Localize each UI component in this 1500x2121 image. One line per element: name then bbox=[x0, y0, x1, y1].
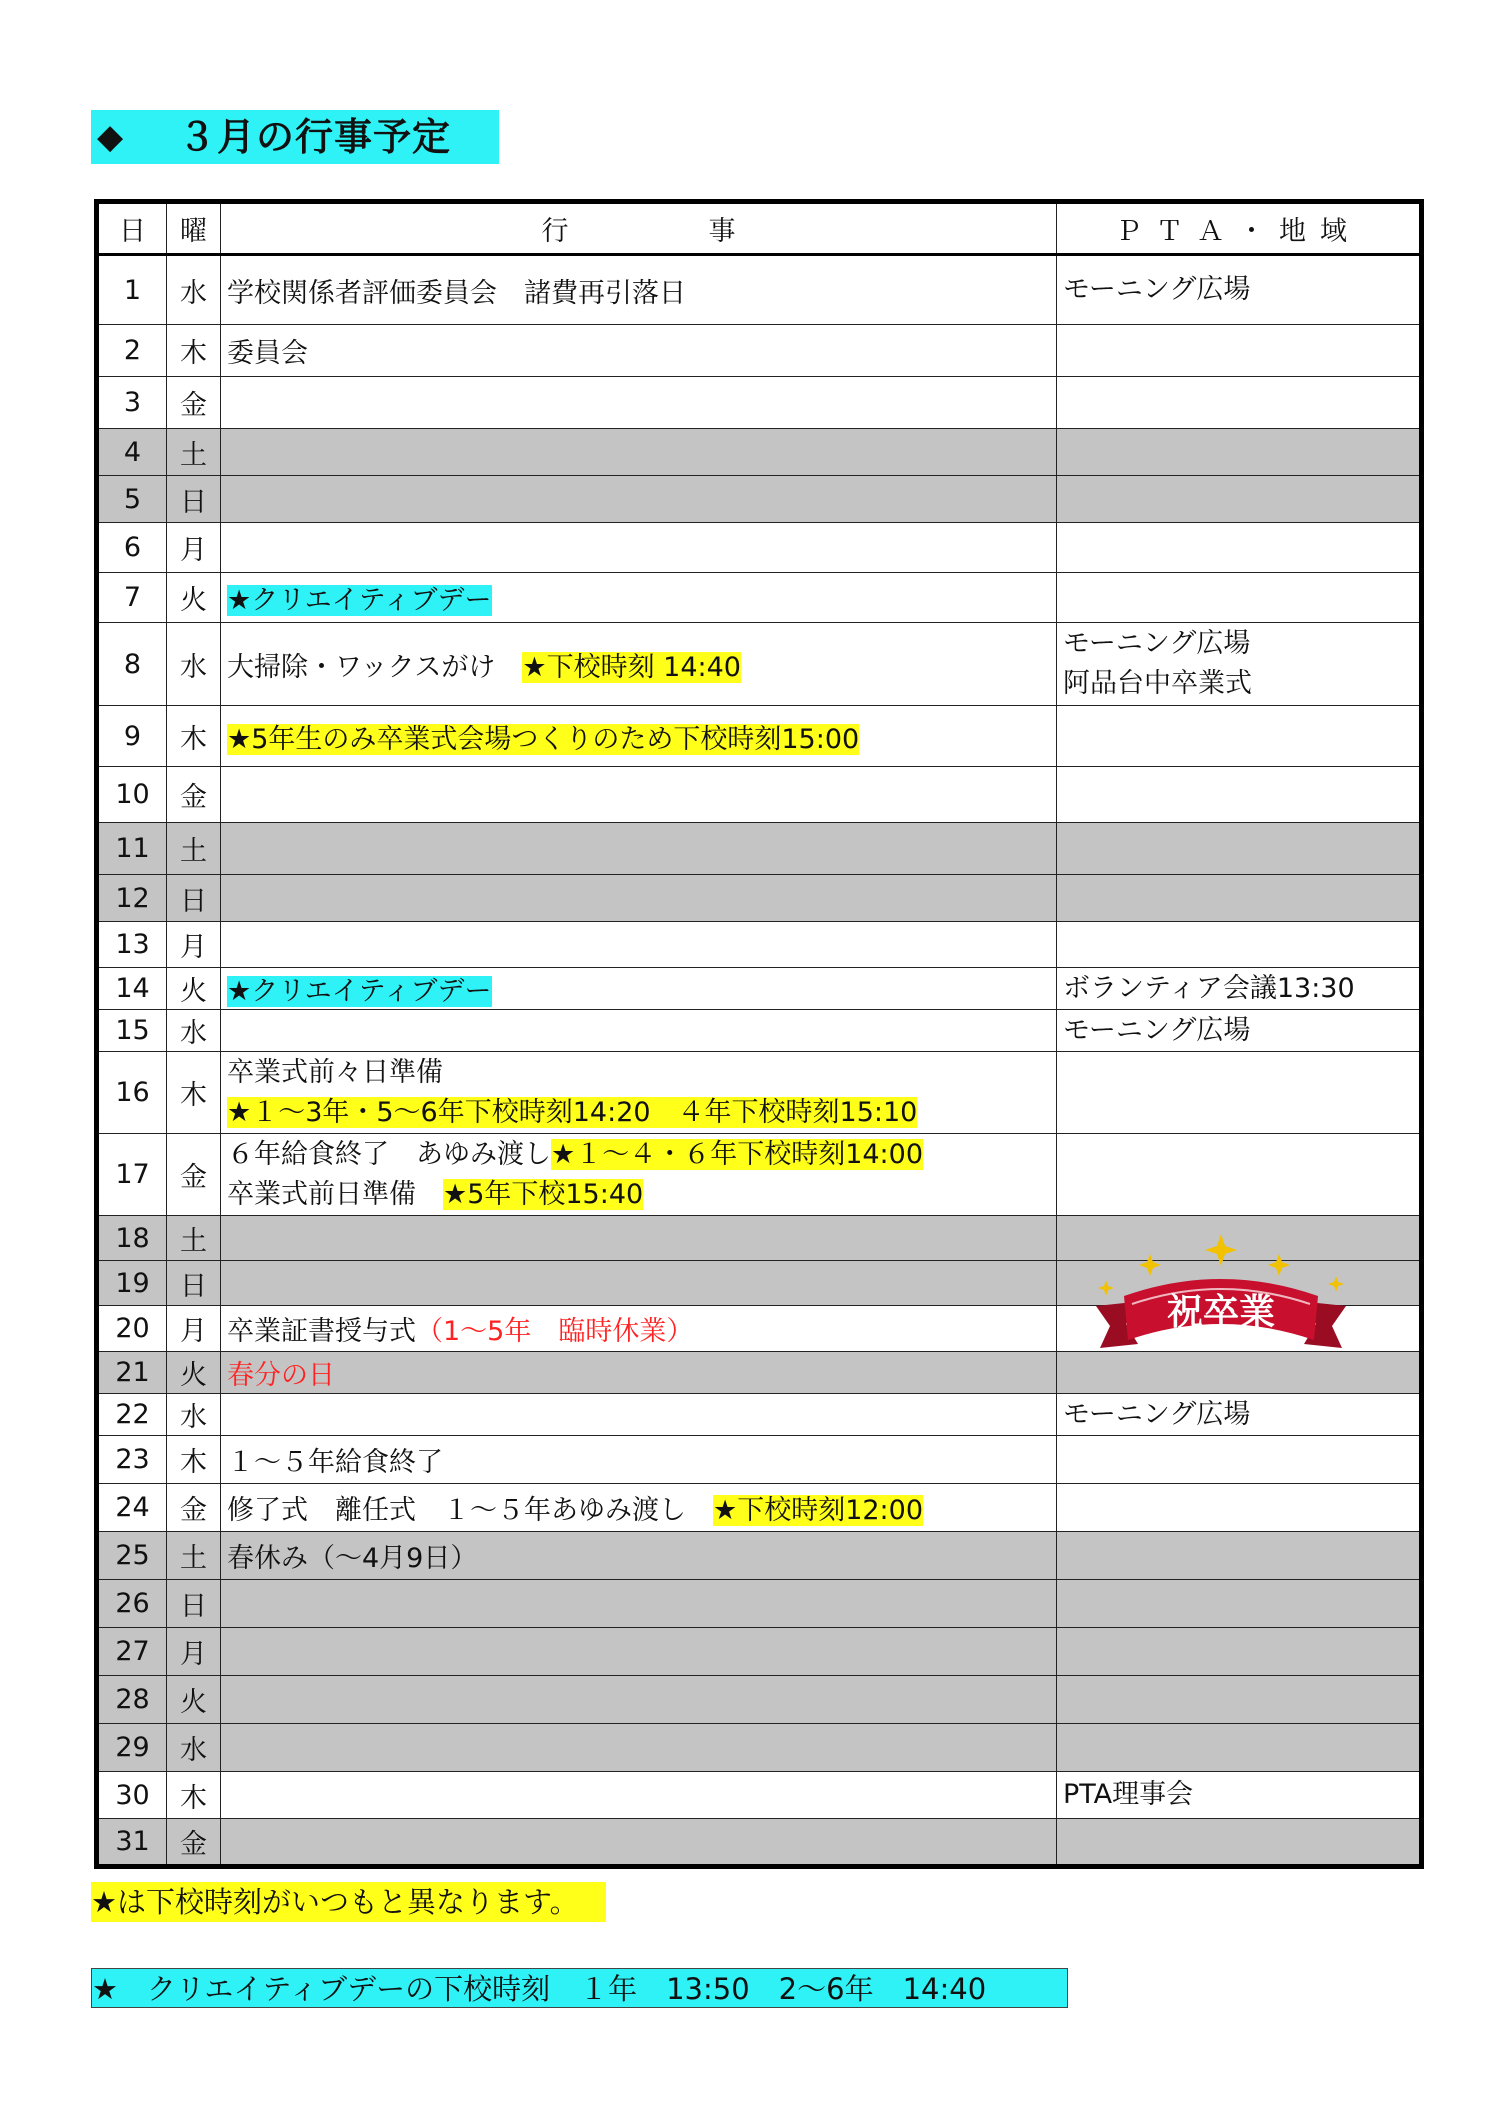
event-text: ６年給食終了 あゆみ渡し bbox=[227, 1138, 551, 1170]
day-cell: 17 bbox=[97, 1134, 167, 1216]
schedule-body bbox=[97, 255, 1422, 1867]
pta-item: モーニング広場 bbox=[1063, 628, 1251, 659]
table-row bbox=[97, 875, 1422, 922]
table-row bbox=[97, 377, 1422, 429]
table-row bbox=[97, 1676, 1422, 1724]
weekday-cell: 水 bbox=[167, 1724, 221, 1772]
pta-cell bbox=[1057, 767, 1422, 823]
pta-cell bbox=[1057, 706, 1422, 767]
day-cell: 27 bbox=[97, 1628, 167, 1676]
weekday-cell: 木 bbox=[167, 1772, 221, 1819]
weekday-cell: 日 bbox=[167, 476, 221, 523]
pta-cell bbox=[1057, 1010, 1422, 1052]
pta-cell bbox=[1057, 875, 1422, 922]
event-cell bbox=[221, 1352, 1057, 1394]
pta-item: ボランティア会議13:30 bbox=[1063, 972, 1355, 1004]
pta-item: モーニング広場 bbox=[1063, 274, 1251, 305]
weekday-cell: 土 bbox=[167, 1532, 221, 1580]
event-cell bbox=[221, 476, 1057, 523]
day-cell: 1 bbox=[97, 255, 167, 325]
highlighted-event-text: ★下校時刻 14:40 bbox=[522, 651, 741, 683]
table-row bbox=[97, 1724, 1422, 1772]
table-row bbox=[97, 1436, 1422, 1484]
event-text: 卒業式前々日準備 bbox=[227, 1056, 443, 1088]
table-row bbox=[97, 1394, 1422, 1436]
table-row bbox=[97, 623, 1422, 706]
event-cell bbox=[221, 573, 1057, 623]
weekday-cell: 火 bbox=[167, 1676, 221, 1724]
event-cell bbox=[221, 767, 1057, 823]
weekday-cell: 土 bbox=[167, 429, 221, 476]
weekday-cell: 木 bbox=[167, 1052, 221, 1134]
diamond-icon: ◆ bbox=[97, 117, 125, 157]
day-cell: 10 bbox=[97, 767, 167, 823]
event-text: 春休み（～4月9日） bbox=[227, 1543, 478, 1574]
event-cell bbox=[221, 255, 1057, 325]
pta-cell bbox=[1057, 623, 1422, 706]
day-cell: 20 bbox=[97, 1306, 167, 1352]
day-cell: 23 bbox=[97, 1436, 167, 1484]
weekday-cell: 水 bbox=[167, 255, 221, 325]
day-cell: 2 bbox=[97, 325, 167, 377]
weekday-cell: 月 bbox=[167, 1306, 221, 1352]
pta-cell bbox=[1057, 523, 1422, 573]
day-cell: 6 bbox=[97, 523, 167, 573]
highlighted-event-text: ★１～3年・5～6年下校時刻14:20 ４年下校時刻15:10 bbox=[227, 1096, 918, 1128]
event-cell bbox=[221, 1819, 1057, 1867]
table-row bbox=[97, 523, 1422, 573]
weekday-cell: 火 bbox=[167, 1352, 221, 1394]
event-text: 学校関係者評価委員会 諸費再引落日 bbox=[227, 277, 686, 309]
header-event: 行事 bbox=[221, 202, 1057, 255]
weekday-cell: 月 bbox=[167, 1628, 221, 1676]
day-cell: 5 bbox=[97, 476, 167, 523]
event-text: 修了式 離任式 １～５年あゆみ渡し bbox=[227, 1495, 713, 1526]
highlighted-event-text: ★クリエイティブデー bbox=[227, 585, 492, 616]
event-cell bbox=[221, 1394, 1057, 1436]
table-row bbox=[97, 1628, 1422, 1676]
weekday-cell: 水 bbox=[167, 1394, 221, 1436]
event-cell bbox=[221, 1628, 1057, 1676]
table-row bbox=[97, 1010, 1422, 1052]
event-line bbox=[227, 1053, 1050, 1093]
day-cell: 18 bbox=[97, 1216, 167, 1261]
star-note: ★は下校時刻がいつもと異なります。 bbox=[91, 1882, 606, 1922]
event-cell bbox=[221, 1436, 1057, 1484]
pta-cell bbox=[1057, 255, 1422, 325]
event-text: 卒業式前日準備 bbox=[227, 1178, 443, 1210]
event-cell bbox=[221, 1772, 1057, 1819]
pta-cell bbox=[1057, 1436, 1422, 1484]
weekday-cell: 金 bbox=[167, 377, 221, 429]
event-cell bbox=[221, 823, 1057, 875]
pta-item: 阿品台中卒業式 bbox=[1063, 668, 1252, 699]
day-cell: 15 bbox=[97, 1010, 167, 1052]
event-cell bbox=[221, 706, 1057, 767]
event-text: 委員会 bbox=[227, 338, 308, 369]
title-text: ３月の行事予定 bbox=[178, 115, 452, 159]
weekday-cell: 土 bbox=[167, 823, 221, 875]
day-cell: 30 bbox=[97, 1772, 167, 1819]
day-cell: 3 bbox=[97, 377, 167, 429]
event-cell bbox=[221, 429, 1057, 476]
highlighted-event-text: ★5年下校15:40 bbox=[443, 1178, 644, 1210]
table-row bbox=[97, 255, 1422, 325]
event-text: 卒業証書授与式 bbox=[227, 1316, 416, 1347]
pta-cell bbox=[1057, 1394, 1422, 1436]
pta-cell bbox=[1057, 1724, 1422, 1772]
header-dow: 曜 bbox=[167, 202, 221, 255]
weekday-cell: 月 bbox=[167, 922, 221, 968]
event-cell bbox=[221, 1216, 1057, 1261]
day-cell: 12 bbox=[97, 875, 167, 922]
event-line bbox=[227, 1093, 1050, 1133]
pta-cell bbox=[1057, 1819, 1422, 1867]
table-row bbox=[97, 968, 1422, 1010]
event-cell bbox=[221, 875, 1057, 922]
weekday-cell: 金 bbox=[167, 1134, 221, 1216]
event-cell bbox=[221, 968, 1057, 1010]
table-header-row bbox=[97, 202, 1422, 255]
event-cell bbox=[221, 1306, 1057, 1352]
day-cell: 21 bbox=[97, 1352, 167, 1394]
weekday-cell: 日 bbox=[167, 1580, 221, 1628]
table-row bbox=[97, 1532, 1422, 1580]
highlighted-event-text: ★下校時刻12:00 bbox=[713, 1495, 924, 1526]
page-title bbox=[91, 110, 499, 164]
day-cell: 24 bbox=[97, 1484, 167, 1532]
weekday-cell: 金 bbox=[167, 767, 221, 823]
weekday-cell: 日 bbox=[167, 1261, 221, 1306]
day-cell: 7 bbox=[97, 573, 167, 623]
event-cell bbox=[221, 523, 1057, 573]
weekday-cell: 水 bbox=[167, 623, 221, 706]
event-cell bbox=[221, 377, 1057, 429]
header-pta: ＰＴＡ・地域 bbox=[1057, 202, 1422, 255]
pta-cell bbox=[1057, 1772, 1422, 1819]
pta-cell bbox=[1057, 325, 1422, 377]
day-cell: 16 bbox=[97, 1052, 167, 1134]
table-row bbox=[97, 1484, 1422, 1532]
highlighted-event-text: ★１～４・６年下校時刻14:00 bbox=[551, 1138, 924, 1170]
pta-cell bbox=[1057, 1628, 1422, 1676]
pta-cell bbox=[1057, 1532, 1422, 1580]
day-cell: 26 bbox=[97, 1580, 167, 1628]
event-cell bbox=[221, 1484, 1057, 1532]
pta-cell bbox=[1057, 1676, 1422, 1724]
pta-cell bbox=[1057, 1052, 1422, 1134]
table-row bbox=[97, 1052, 1422, 1134]
weekday-cell: 水 bbox=[167, 1010, 221, 1052]
day-cell: 9 bbox=[97, 706, 167, 767]
header-day: 日 bbox=[97, 202, 167, 255]
pta-item: モーニング広場 bbox=[1063, 1398, 1251, 1430]
day-cell: 14 bbox=[97, 968, 167, 1010]
event-cell bbox=[221, 1134, 1057, 1216]
pta-cell bbox=[1057, 573, 1422, 623]
table-row bbox=[97, 476, 1422, 523]
table-row bbox=[97, 922, 1422, 968]
event-text: 大掃除・ワックスがけ bbox=[227, 651, 523, 683]
day-cell: 19 bbox=[97, 1261, 167, 1306]
weekday-cell: 金 bbox=[167, 1819, 221, 1867]
weekday-cell: 日 bbox=[167, 875, 221, 922]
weekday-cell: 木 bbox=[167, 1436, 221, 1484]
event-cell bbox=[221, 1261, 1057, 1306]
graduation-ribbon-icon bbox=[1086, 1232, 1356, 1380]
weekday-cell: 金 bbox=[167, 1484, 221, 1532]
table-row bbox=[97, 429, 1422, 476]
creative-day-note: ★ クリエイティブデーの下校時刻 １年 13:50 2～6年 14:40 bbox=[91, 1968, 1068, 2008]
pta-cell bbox=[1057, 823, 1422, 875]
event-line bbox=[227, 1135, 1050, 1175]
weekday-cell: 月 bbox=[167, 523, 221, 573]
day-cell: 22 bbox=[97, 1394, 167, 1436]
pta-cell bbox=[1057, 476, 1422, 523]
event-cell bbox=[221, 1724, 1057, 1772]
event-line bbox=[227, 1175, 1050, 1215]
highlighted-event-text: ★5年生のみ卒業式会場つくりのため下校時刻15:00 bbox=[227, 723, 860, 755]
pta-cell bbox=[1057, 968, 1422, 1010]
table-row bbox=[97, 767, 1422, 823]
pta-item: PTA理事会 bbox=[1063, 1779, 1194, 1810]
day-cell: 29 bbox=[97, 1724, 167, 1772]
weekday-cell: 土 bbox=[167, 1216, 221, 1261]
day-cell: 4 bbox=[97, 429, 167, 476]
pta-cell bbox=[1057, 1134, 1422, 1216]
day-cell: 8 bbox=[97, 623, 167, 706]
table-row bbox=[97, 1772, 1422, 1819]
red-event-text: （1～5年 臨時休業） bbox=[416, 1316, 694, 1347]
weekday-cell: 火 bbox=[167, 573, 221, 623]
day-cell: 11 bbox=[97, 823, 167, 875]
pta-cell bbox=[1057, 429, 1422, 476]
event-cell bbox=[221, 325, 1057, 377]
day-cell: 31 bbox=[97, 1819, 167, 1867]
table-row bbox=[97, 823, 1422, 875]
table-row bbox=[97, 706, 1422, 767]
schedule-table bbox=[94, 199, 1424, 1869]
pta-cell bbox=[1057, 1484, 1422, 1532]
event-cell bbox=[221, 1580, 1057, 1628]
event-cell bbox=[221, 1532, 1057, 1580]
day-cell: 13 bbox=[97, 922, 167, 968]
event-cell bbox=[221, 1676, 1057, 1724]
highlighted-event-text: ★クリエイティブデー bbox=[227, 976, 492, 1007]
event-cell bbox=[221, 1052, 1057, 1134]
red-event-text: 春分の日 bbox=[227, 1360, 335, 1391]
pta-cell bbox=[1057, 922, 1422, 968]
event-cell bbox=[221, 623, 1057, 706]
weekday-cell: 木 bbox=[167, 325, 221, 377]
day-cell: 28 bbox=[97, 1676, 167, 1724]
weekday-cell: 木 bbox=[167, 706, 221, 767]
event-cell bbox=[221, 922, 1057, 968]
table-row bbox=[97, 325, 1422, 377]
event-text: １～５年給食終了 bbox=[227, 1447, 443, 1478]
pta-cell bbox=[1057, 377, 1422, 429]
badge-text: 祝卒業 bbox=[1166, 1292, 1276, 1333]
table-row bbox=[97, 573, 1422, 623]
event-cell bbox=[221, 1010, 1057, 1052]
table-row bbox=[97, 1819, 1422, 1867]
pta-cell bbox=[1057, 1580, 1422, 1628]
table-row bbox=[97, 1134, 1422, 1216]
table-row bbox=[97, 1580, 1422, 1628]
day-cell: 25 bbox=[97, 1532, 167, 1580]
weekday-cell: 火 bbox=[167, 968, 221, 1010]
pta-item: モーニング広場 bbox=[1063, 1014, 1251, 1046]
